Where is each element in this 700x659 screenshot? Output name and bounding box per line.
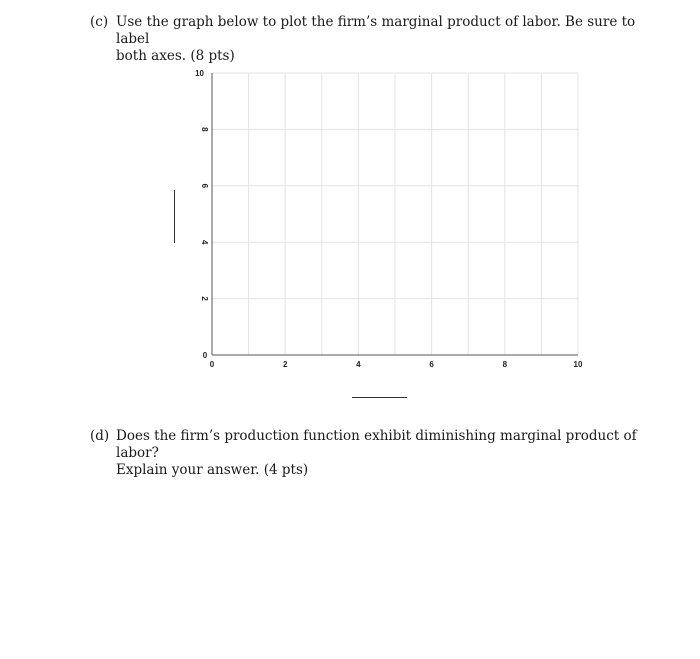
x-tick-label: 4 — [356, 360, 361, 369]
grid-lines — [212, 73, 578, 355]
x-tick-label: 2 — [282, 360, 288, 369]
y-tick-label: 2 — [200, 296, 209, 301]
x-tick-label: 6 — [429, 360, 434, 369]
question-d-line-1: Does the firm’s production function exhibit diminishing marginal product of labor? — [116, 428, 637, 461]
x-tick-labels — [210, 360, 583, 369]
y-tick-label: 8 — [200, 127, 209, 132]
y-tick-label: 6 — [200, 183, 209, 189]
x-tick-label: 10 — [573, 360, 583, 369]
question-d — [90, 428, 650, 479]
y-tick-label: 4 — [200, 239, 209, 245]
y-tick-label: 10 — [195, 69, 204, 78]
x-tick-label: 8 — [502, 360, 508, 369]
y-tick-label: 0 — [202, 351, 208, 360]
question-d-label: (d) — [90, 428, 110, 444]
question-c-line-1: Use the graph below to plot the firm’s marginal product of labor. Be sure to label — [116, 14, 636, 47]
question-c-label: (c) — [90, 14, 109, 30]
question-d-line-2: Explain your answer. (4 pts) — [116, 462, 309, 478]
x-tick-label: 0 — [209, 360, 215, 369]
question-d-text — [116, 428, 650, 479]
x-axis-label-blank[interactable] — [352, 397, 407, 398]
question-c-line-2: both axes. (8 pts) — [116, 48, 235, 64]
y-tick-labels — [195, 69, 209, 360]
